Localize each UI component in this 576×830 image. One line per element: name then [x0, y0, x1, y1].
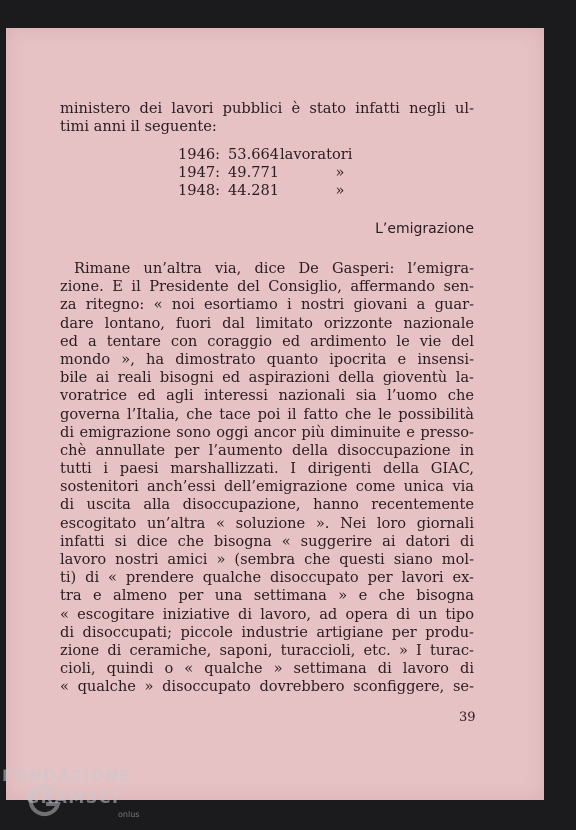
- watermark-line1: FONDAZIONE: [2, 766, 132, 785]
- stat-unit: »: [335, 182, 345, 199]
- text-line: mondo », ha dimostrato quanto ipocrita e insensi-: [60, 350, 474, 368]
- text-line: ti) di « prendere qualche disoccupato per lavori ex-: [60, 569, 474, 587]
- text-line: cioli, quindi o « qualche » settimana di lavoro di: [60, 660, 474, 678]
- stat-value: 49.771: [228, 164, 280, 181]
- workers-statistics: [178, 146, 360, 200]
- text-line: voratrice ed agli interessi nazionali sia l’uomo che: [60, 387, 474, 405]
- text-line: sostenitori anch’essi dell’emigrazione come unica via: [60, 478, 474, 496]
- stat-unit: lavoratori: [280, 146, 353, 163]
- text-line: zione di ceramiche, saponi, turaccioli, etc. » I turac-: [60, 641, 474, 659]
- stat-value: 53.664: [228, 146, 280, 163]
- text-line: tra e almeno per una settimana » e che bisogna: [60, 587, 474, 605]
- stat-row-1948: [178, 182, 360, 200]
- text-line: bile ai reali bisogni ed aspirazioni della gioventù la-: [60, 369, 474, 387]
- text-line: escogitato un’altra « soluzione ». Nei loro giornali: [60, 514, 474, 532]
- stat-row-1946: [178, 146, 360, 164]
- text-line: « qualche » disoccupato dovrebbero sconfiggere, se-: [60, 678, 474, 696]
- text-line: zione. E il Presidente del Consiglio, affermando sen-: [60, 278, 474, 296]
- text-line: timi anni il seguente:: [60, 118, 217, 136]
- stat-value: 44.281: [228, 182, 280, 199]
- text-line: « escogitare iniziative di lavoro, ad opera di un tipo: [60, 605, 474, 623]
- text-line: ed a tentare con coraggio ed ardimento le vie del: [60, 332, 474, 350]
- stat-year: 1948:: [178, 182, 221, 199]
- text-line: di uscita alla disoccupazione, hanno recentemente: [60, 496, 474, 514]
- stat-unit: »: [335, 164, 345, 181]
- text-line: lavoro nostri amici » (sembra che questi siano mol-: [60, 551, 474, 568]
- text-line: di disoccupati; piccole industrie artigiane per produ-: [60, 623, 474, 641]
- fondazione-gramsci-watermark: [2, 766, 152, 826]
- section-heading: L’emigrazione: [375, 221, 474, 237]
- watermark-line2: GRAMSCI: [26, 788, 120, 807]
- text-line: dare lontano, fuori dal limitato orizzonte nazionale: [60, 314, 474, 332]
- stat-row-1947: [178, 164, 360, 182]
- text-line: Rimane un’altra via, dice De Gasperi: l’emigra-: [74, 260, 474, 277]
- body-paragraph: [60, 260, 474, 697]
- text-line: chè annullate per l’aumento della disoccupazione in: [60, 441, 474, 459]
- intro-paragraph: [60, 100, 474, 136]
- document-page: [6, 28, 544, 800]
- text-line: infatti si dice che bisogna « suggerire ai datori di: [60, 532, 474, 550]
- stat-year: 1946:: [178, 146, 221, 163]
- text-line: tutti i paesi marshallizzati. I dirigenti della GIAC,: [60, 460, 474, 478]
- page-number: 39: [459, 710, 476, 725]
- stat-year: 1947:: [178, 164, 221, 181]
- text-line: di emigrazione sono oggi ancor più diminuite e presso-: [60, 423, 474, 441]
- text-line: ministero dei lavori pubblici è stato infatti negli ul-: [60, 100, 474, 117]
- text-line: governa l’Italia, che tace poi il fatto che le possibilità: [60, 405, 474, 423]
- text-line: za ritegno: « noi esortiamo i nostri giovani a guar-: [60, 296, 474, 314]
- watermark-sub: onlus: [118, 810, 140, 819]
